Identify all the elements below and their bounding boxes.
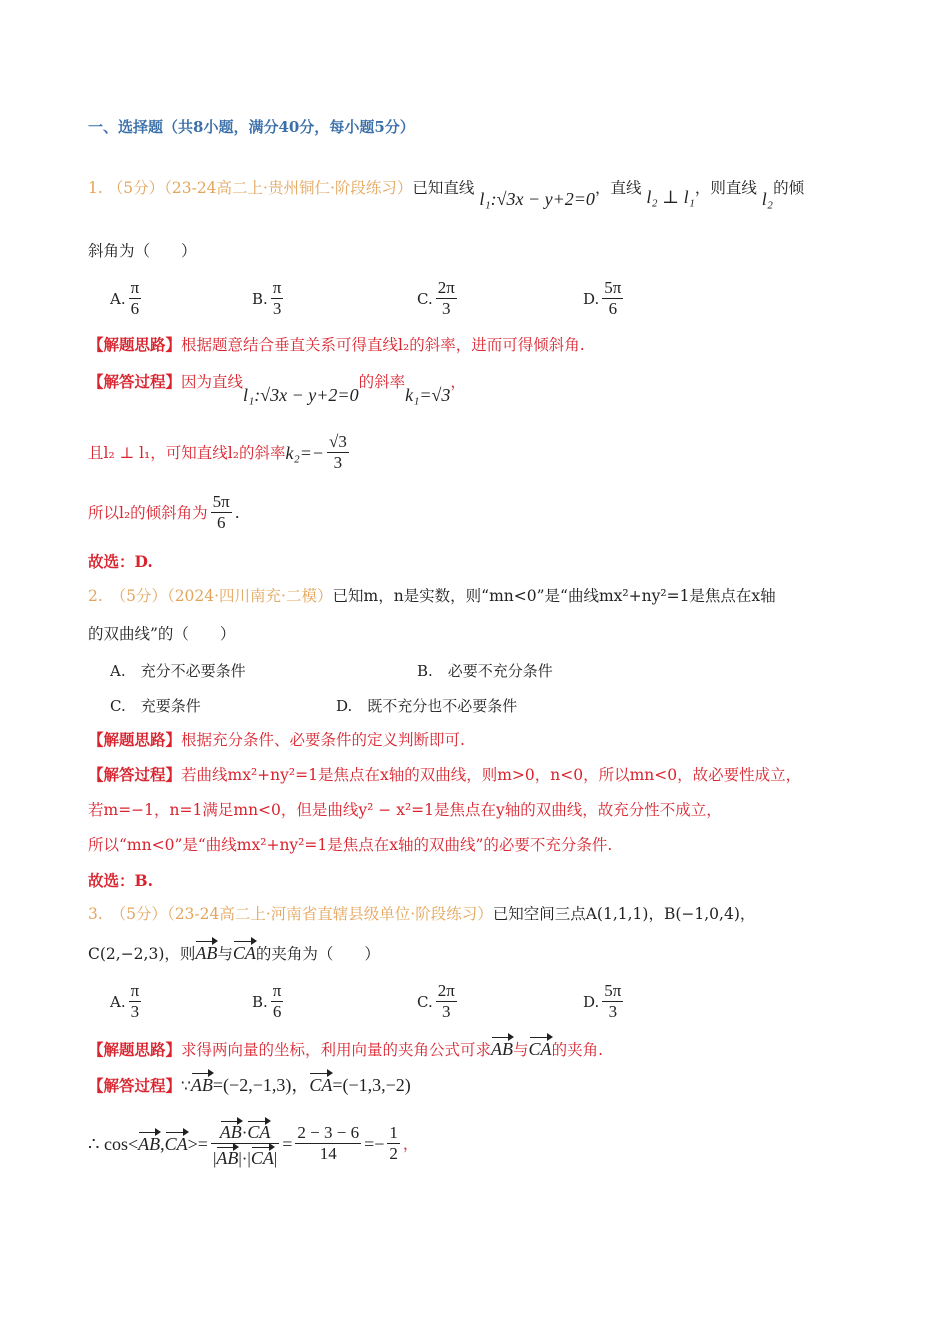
q2-process-line3: 所以“mn<0”是“曲线mx²+ny²=1是焦点在x轴的双曲线”的必要不充分条件. bbox=[88, 836, 613, 854]
q2-idea bbox=[88, 729, 465, 751]
q3-idea-tag: 【解题思路】 bbox=[88, 1040, 182, 1059]
q3-cos-frac3-num: 1 bbox=[389, 1123, 398, 1142]
q3-cos-frac2-num: 2 − 3 − 6 bbox=[297, 1123, 360, 1142]
q1-option-b-num: π bbox=[272, 278, 282, 297]
q1-proc3b: . bbox=[234, 503, 240, 522]
q3-stem2b: 的夹角为（ ） bbox=[255, 945, 380, 963]
q1-option-d[interactable] bbox=[583, 278, 626, 319]
q3-cos-frac2 bbox=[295, 1123, 361, 1164]
q2-answer: 故选：B. bbox=[88, 871, 153, 890]
q1-eq1: x − y+2=0 bbox=[515, 189, 595, 209]
q3-option-c-num: 2π bbox=[437, 981, 455, 1000]
q3-stem2a: C(2,−2,3)，则 bbox=[88, 945, 196, 963]
q3-process-line1 bbox=[88, 1074, 411, 1097]
q2-stem-a: 已知m，n是实数，则“mn<0”是“曲线mx²+ny²=1是焦点在x轴 bbox=[332, 587, 776, 605]
q1-option-b-label: B. bbox=[252, 289, 268, 308]
q1-l1-label: l₁: bbox=[479, 189, 497, 209]
q1-option-b[interactable] bbox=[252, 278, 286, 319]
q1-perp: l₂ ⊥ l₁ bbox=[646, 187, 695, 207]
q3-cos-eq: >= bbox=[187, 1133, 208, 1154]
q2-option-b[interactable]: B. 必要不充分条件 bbox=[417, 662, 553, 680]
q1-comma: ，直线 bbox=[594, 179, 642, 197]
q1-stem-a: 已知直线 bbox=[412, 179, 475, 197]
q3-idea-b: 的夹角. bbox=[551, 1041, 603, 1059]
q1-option-c-den: 3 bbox=[442, 299, 451, 318]
q1-option-a[interactable] bbox=[110, 278, 144, 319]
q1-tail: 的倾 bbox=[773, 179, 805, 197]
q2-proc-tag: 【解答过程】 bbox=[88, 765, 182, 784]
q2-process-line2: 若m=−1，n=1满足mn<0，但是曲线y² − x²=1是焦点在y轴的双曲线，故充分性不成立， bbox=[88, 801, 722, 819]
q3-stem-line2 bbox=[88, 942, 380, 965]
q2-proc1: 若曲线mx²+ny²=1是焦点在x轴的双曲线，则m>0，n<0，所以mn<0，故必要性成立， bbox=[181, 766, 802, 784]
q1-proc3-num: 5π bbox=[212, 492, 230, 511]
q1-option-c-num: 2π bbox=[437, 278, 455, 297]
q1-proc-tag: 【解答过程】 bbox=[88, 372, 182, 391]
q3-idea bbox=[88, 1038, 603, 1061]
q3-option-a-den: 3 bbox=[130, 1002, 140, 1021]
q3-cos-frac3 bbox=[387, 1123, 400, 1164]
q3-proc1a: ∵ bbox=[181, 1077, 191, 1095]
q3-cos: ∴ cos< bbox=[88, 1133, 139, 1154]
q3-idea-with: 与 bbox=[513, 1041, 529, 1059]
q3-cos-frac1 bbox=[211, 1118, 279, 1169]
q3-cos-eq2: =− bbox=[364, 1133, 385, 1154]
q2-stem-line2: 的双曲线”的（ ） bbox=[88, 625, 236, 643]
q2-stem-line1 bbox=[88, 585, 776, 607]
q3-option-c-frac bbox=[436, 981, 457, 1022]
q3-option-c-label: C. bbox=[417, 992, 433, 1011]
q1-proc1b: l₁:√3x − y+2=0 bbox=[243, 385, 359, 405]
q3-option-d-den: 3 bbox=[608, 1002, 618, 1021]
q3-option-b-num: π bbox=[272, 981, 282, 1000]
q3-option-d-label: D. bbox=[583, 992, 600, 1011]
q1-l2: l₂ bbox=[761, 189, 774, 209]
q3-option-a-frac bbox=[129, 981, 142, 1022]
q1-line-eq bbox=[479, 189, 595, 209]
section-title: 一、选择题（共8小题，满分40分，每小题5分） bbox=[88, 118, 415, 136]
q3-source: （23-24高二上·河南省直辖县级单位·阶段练习） bbox=[166, 905, 493, 923]
q3-frac1-num-ca: CA bbox=[247, 1122, 271, 1142]
q1-proc2-frac bbox=[327, 432, 349, 473]
q3-process-line2: ∴ cos< AB , CA >= $\frac{AB\cdot CA}{|AB|\cdot|CA|}$ = $\frac{2 - 3 - 6}{14}$ =− $\frac{1}{2}$ ， bbox=[88, 1118, 418, 1169]
q1-score: （5分） bbox=[107, 179, 165, 197]
q3-proc-vector-ab: AB bbox=[190, 1075, 213, 1095]
q3-proc-tag: 【解答过程】 bbox=[88, 1076, 182, 1095]
q1-proc2-den: 3 bbox=[333, 453, 343, 472]
q3-cos-frac2-den: 14 bbox=[319, 1144, 337, 1163]
q3-stem-line1 bbox=[88, 903, 755, 925]
q2-number: 2. bbox=[88, 587, 103, 605]
q1-option-b-frac bbox=[271, 278, 284, 319]
q3-stem-a: 已知空间三点A(1,1,1)，B(−1,0,4)， bbox=[492, 905, 756, 923]
q3-idea-a: 求得两向量的坐标，利用向量的夹角公式可求 bbox=[181, 1041, 492, 1059]
q3-score: （5分） bbox=[118, 905, 167, 923]
q1-option-c[interactable] bbox=[417, 278, 460, 319]
q1-option-b-den: 3 bbox=[272, 299, 282, 318]
q3-option-b[interactable] bbox=[252, 981, 286, 1022]
q1-option-a-num: π bbox=[130, 278, 140, 297]
q1-idea bbox=[88, 334, 585, 356]
q3-option-a-num: π bbox=[130, 981, 140, 1000]
q1-proc1c: 的斜率 bbox=[358, 373, 406, 391]
q3-option-a[interactable] bbox=[110, 981, 144, 1022]
q1-option-d-label: D. bbox=[583, 289, 600, 308]
q3-vector-ab: AB bbox=[195, 943, 218, 963]
q3-option-b-label: B. bbox=[252, 992, 268, 1011]
q1-option-c-label: C. bbox=[417, 289, 433, 308]
q1-answer: 故选：D. bbox=[88, 552, 153, 571]
q3-option-a-label: A. bbox=[110, 992, 126, 1011]
q3-option-b-den: 6 bbox=[272, 1002, 282, 1021]
q2-option-d[interactable]: D. 既不充分也不必要条件 bbox=[336, 697, 518, 715]
q1-stem-line2: 斜角为（ ） bbox=[88, 242, 197, 260]
q1-proc2a: 且l₂ ⊥ l₁，可知直线l₂的斜率 bbox=[88, 443, 286, 462]
q3-cos-comma: , bbox=[160, 1133, 165, 1154]
q2-option-a[interactable]: A. 充分不必要条件 bbox=[110, 662, 246, 680]
q1-proc2-num: √3 bbox=[329, 432, 347, 451]
q3-frac1-num-ab: AB bbox=[219, 1122, 242, 1142]
q3-option-d[interactable] bbox=[583, 981, 626, 1022]
q1-idea-text: 根据题意结合垂直关系可得直线l₂的斜率，进而可得倾斜角. bbox=[181, 336, 585, 354]
q3-option-c[interactable] bbox=[417, 981, 460, 1022]
q1-process-line2 bbox=[88, 432, 352, 473]
q2-source: （2024·四川南充·二模） bbox=[166, 587, 333, 605]
q3-vector-ca: CA bbox=[232, 943, 256, 963]
q1-proc1a: 因为直线 bbox=[181, 373, 244, 391]
q1-proc3-frac bbox=[211, 492, 232, 533]
q3-cos-end: ， bbox=[402, 1134, 419, 1153]
q1-stem-line1 bbox=[88, 176, 805, 209]
q1-sqrt3: √3 bbox=[496, 189, 516, 209]
q1-option-d-frac bbox=[602, 278, 623, 319]
q3-option-d-frac bbox=[602, 981, 623, 1022]
q1-option-c-frac bbox=[436, 278, 457, 319]
q2-idea-tag: 【解题思路】 bbox=[88, 730, 182, 749]
q3-frac1-den-ab: AB bbox=[216, 1148, 239, 1168]
q3-cos-frac3-den: 2 bbox=[389, 1144, 398, 1163]
q1-proc1d: k₁=√3 bbox=[405, 385, 451, 405]
q3-number: 3. bbox=[88, 905, 103, 923]
q1-option-d-den: 6 bbox=[608, 299, 618, 318]
q1-process-line3 bbox=[88, 492, 240, 533]
q1-option-a-den: 6 bbox=[130, 299, 140, 318]
q3-cos-vector-ca: CA bbox=[164, 1133, 188, 1154]
q3-proc1b: =(−2,−1,3)， bbox=[212, 1075, 310, 1095]
q3-cos-frac1-den: |AB|·|CA| bbox=[212, 1148, 278, 1168]
q1-proc3a: 所以l₂的倾斜角为 bbox=[88, 503, 208, 522]
q3-proc1c: =(−1,3,−2) bbox=[332, 1075, 411, 1095]
q2-process-line1 bbox=[88, 764, 801, 786]
q3-idea-vector-ca: CA bbox=[528, 1039, 552, 1059]
q3-cos-frac1-num: AB·CA bbox=[211, 1118, 279, 1144]
q1-idea-tag: 【解题思路】 bbox=[88, 335, 182, 354]
q1-process-line1: 【解答过程】因为直线l₁:√3x − y+2=0的斜率k₁=√3， bbox=[88, 372, 466, 405]
q1-then: ，则直线 bbox=[694, 179, 757, 197]
q3-cos-vector-ab: AB bbox=[138, 1133, 161, 1154]
q1-option-d-num: 5π bbox=[604, 278, 622, 297]
q3-proc-vector-ca: CA bbox=[309, 1075, 333, 1095]
q1-number: 1. bbox=[88, 179, 103, 197]
q3-with: 与 bbox=[217, 945, 233, 963]
q2-score: （5分） bbox=[118, 587, 167, 605]
q1-proc3-den: 6 bbox=[216, 513, 226, 532]
q2-idea-text: 根据充分条件、必要条件的定义判断即可. bbox=[181, 731, 465, 749]
q3-frac1-den-ca: CA bbox=[250, 1148, 274, 1168]
q1-source: （23-24高二上·贵州铜仁·阶段练习） bbox=[164, 179, 413, 197]
q3-idea-vector-ab: AB bbox=[491, 1039, 514, 1059]
q3-option-b-frac bbox=[271, 981, 284, 1022]
q3-option-d-num: 5π bbox=[604, 981, 622, 1000]
q2-option-c[interactable]: C. 充要条件 bbox=[110, 697, 201, 715]
q1-option-a-label: A. bbox=[110, 289, 126, 308]
q1-option-a-frac bbox=[129, 278, 142, 319]
q3-option-c-den: 3 bbox=[442, 1002, 451, 1021]
q1-proc2b: k₂=− bbox=[285, 442, 324, 463]
